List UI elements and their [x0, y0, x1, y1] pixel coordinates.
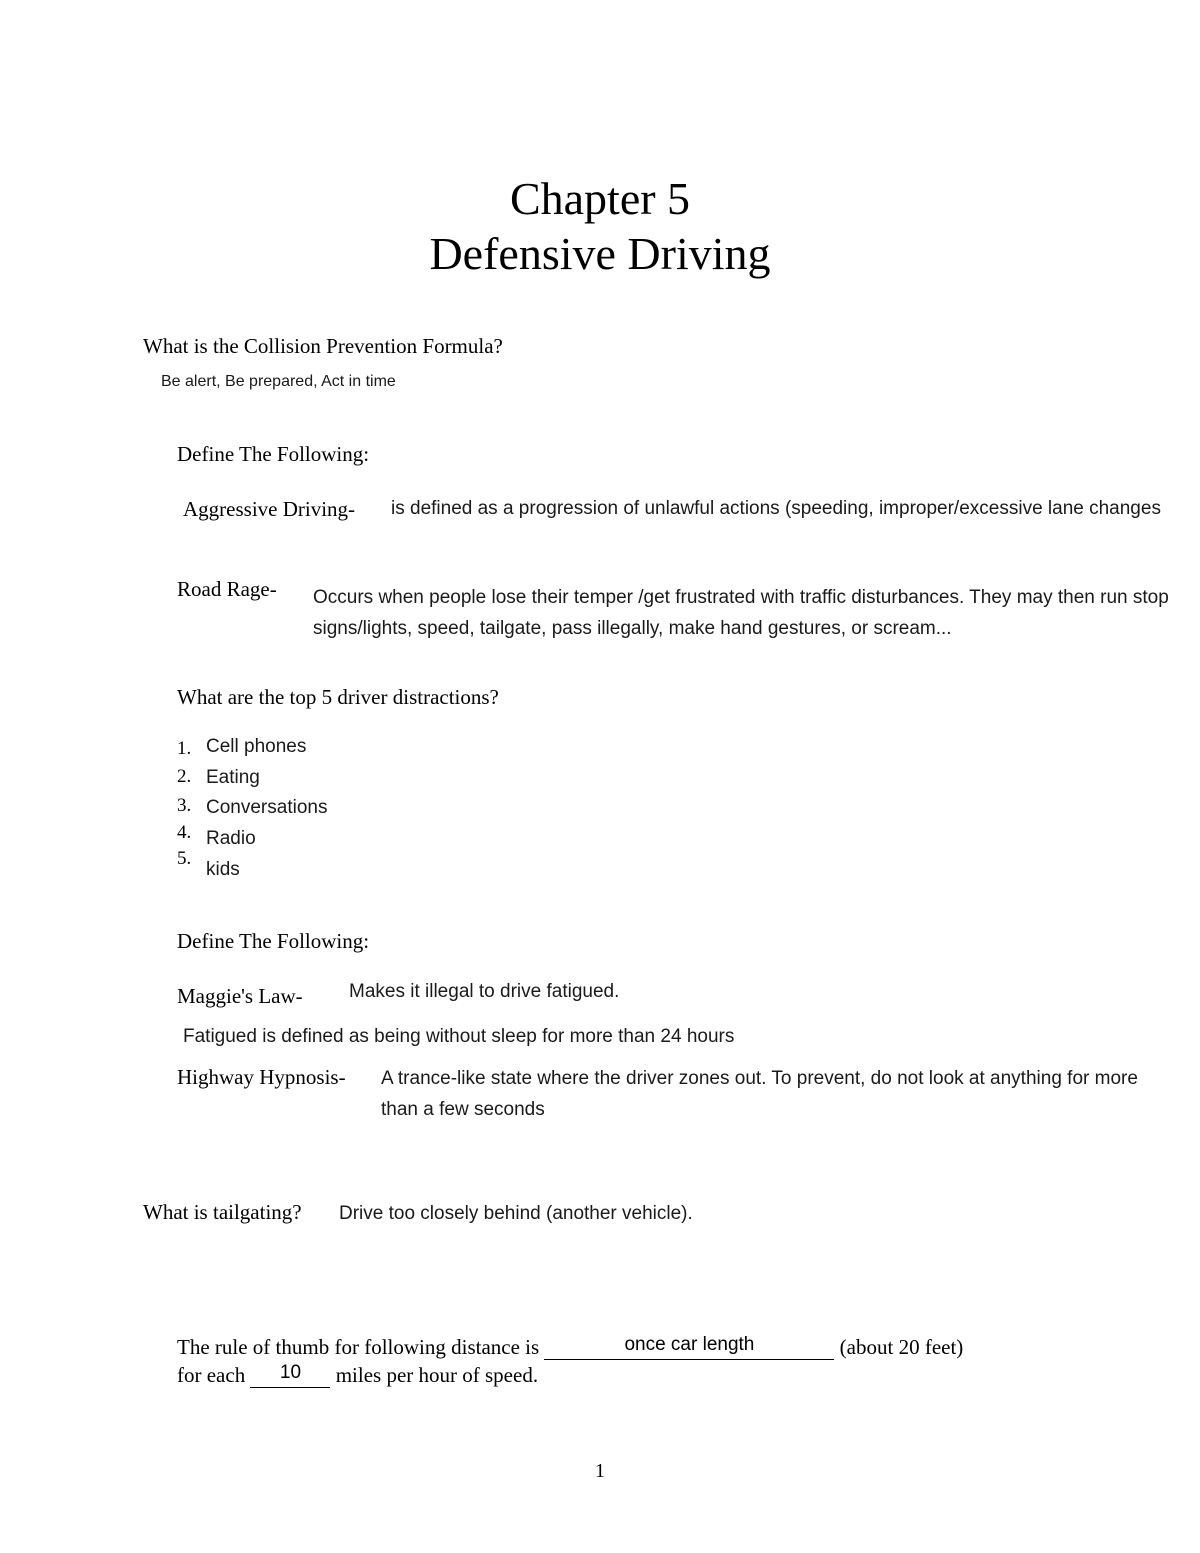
tailgating-answer: Drive too closely behind (another vehicle). [339, 1203, 693, 1224]
define-heading-1: Define The Following: [177, 442, 370, 466]
highway-hypnosis-term: Highway Hypnosis- [177, 1065, 346, 1089]
page-number: 1 [595, 1460, 605, 1482]
list-item: Eating [206, 767, 260, 788]
distractions-question: What are the top 5 driver distractions? [177, 685, 499, 709]
list-item-number: 2. [177, 766, 192, 787]
list-item: kids [206, 859, 240, 880]
list-item: Cell phones [206, 736, 307, 757]
rule-blank-distance-value: once car length [624, 1334, 755, 1355]
chapter-subtitle: Defensive Driving [429, 228, 771, 279]
aggressive-driving-definition: is defined as a progression of unlawful actions (speeding, improper/excessive lane changes [391, 498, 1161, 519]
rule-blank-distance [544, 1334, 834, 1360]
tailgating-question: What is tailgating? [143, 1200, 302, 1224]
rule-line-2 [177, 1363, 538, 1388]
maggies-law-definition: Makes it illegal to drive fatigued. [349, 981, 620, 1002]
aggressive-driving-term: Aggressive Driving- [183, 497, 356, 521]
rule-blank-speed-value: 10 [279, 1362, 302, 1383]
maggies-law-term: Maggie's Law- [177, 984, 303, 1008]
list-item: Conversations [206, 797, 328, 818]
define-heading-2: Define The Following: [177, 929, 370, 953]
rule-blank-speed [250, 1362, 330, 1388]
highway-hypnosis-definition: A trance-like state where the driver zones out. To prevent, do not look at anything for more than a few seconds [381, 1068, 1138, 1120]
rule-prefix: The rule of thumb for following distance is [177, 1335, 540, 1359]
rule-line2-suffix: miles per hour of speed. [335, 1363, 539, 1387]
road-rage-term: Road Rage- [177, 577, 277, 601]
road-rage-definition: Occurs when people lose their temper /get frustrated with traffic disturbances. They may then run stop signs/lights, speed, tailgate, pass illegally, make hand gestures, or scream... [313, 587, 1169, 639]
rule-line-1 [177, 1335, 963, 1360]
list-item: Radio [206, 828, 256, 849]
chapter-title: Chapter 5 [509, 173, 691, 224]
list-item-number: 5. [177, 848, 192, 869]
list-item-number: 3. [177, 795, 192, 816]
list-item-number: 4. [177, 822, 192, 843]
rule-line2-prefix: for each [177, 1363, 246, 1387]
collision-answer: Be alert, Be prepared, Act in time [161, 373, 396, 390]
fatigued-note: Fatigued is defined as being without sleep for more than 24 hours [183, 1026, 735, 1047]
rule-suffix: (about 20 feet) [839, 1335, 964, 1359]
collision-question: What is the Collision Prevention Formula? [143, 334, 503, 358]
list-item-number: 1. [177, 738, 192, 759]
